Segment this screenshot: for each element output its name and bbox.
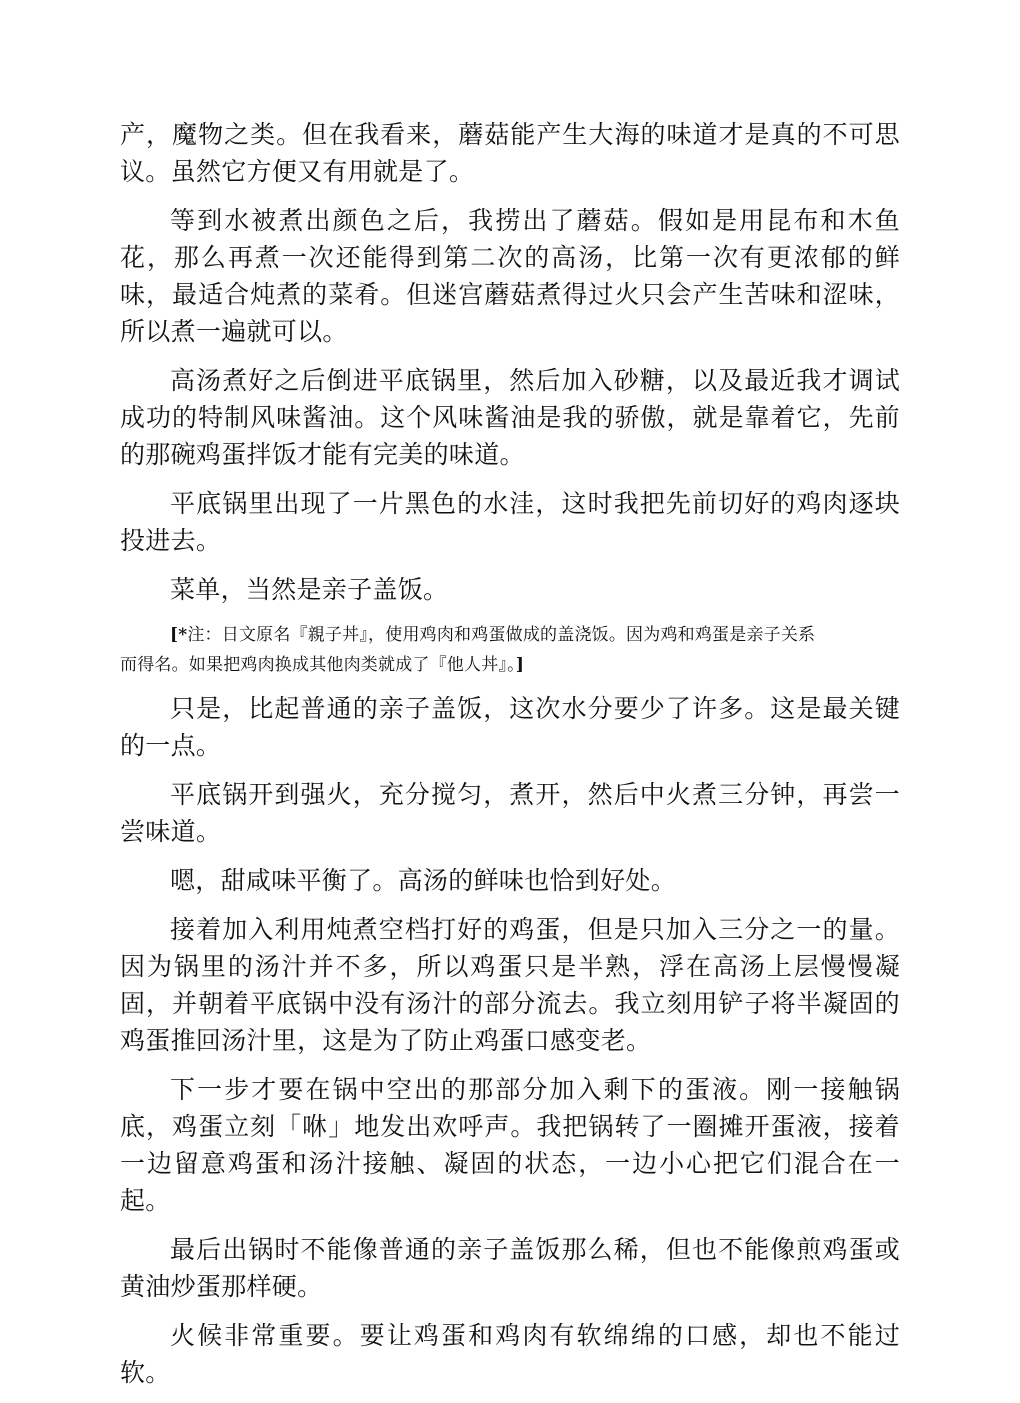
note-close-bracket: ] [515, 655, 525, 675]
paragraph: 火候非常重要。要让鸡蛋和鸡肉有软绵绵的口感，却也不能过软。 [120, 1321, 900, 1387]
note-text-line-2: 而得名。如果把鸡肉换成其他肉类就成了『他人丼』。 [120, 655, 516, 675]
translator-note [120, 620, 900, 680]
document-page [120, 116, 900, 1403]
paragraph: 产，魔物之类。但在我看来，蘑菇能产生大海的味道才是真的不可思议。虽然它方便又有用就是了。 [120, 120, 900, 186]
note-text-line-1: 注：日文原名『親子丼』，使用鸡肉和鸡蛋做成的盖浇饭。因为鸡和鸡蛋是亲子关系 [187, 625, 816, 645]
paragraph: 只是，比起普通的亲子盖饭，这次水分要少了许多。这是最关键的一点。 [120, 694, 900, 760]
paragraph: 最后出锅时不能像普通的亲子盖饭那么稀，但也不能像煎鸡蛋或黄油炒蛋那样硬。 [120, 1235, 900, 1301]
paragraph: 平底锅里出现了一片黑色的水洼，这时我把先前切好的鸡肉逐块投进去。 [120, 489, 900, 555]
paragraph: 菜单，当然是亲子盖饭。 [170, 575, 449, 604]
paragraph: 下一步才要在锅中空出的那部分加入剩下的蛋液。刚一接触锅底，鸡蛋立刻「咻」地发出欢呼声。我把锅转了一圈摊开蛋液，接着一边留意鸡蛋和汤汁接触、凝固的状态，一边小心把它们混合在一起。 [120, 1075, 900, 1215]
translator-note-line [120, 650, 900, 680]
translator-note-line [170, 620, 900, 650]
paragraph: 高汤煮好之后倒进平底锅里，然后加入砂糖，以及最近我才调试成功的特制风味酱油。这个风味酱油是我的骄傲，就是靠着它，先前的那碗鸡蛋拌饭才能有完美的味道。 [120, 366, 900, 469]
paragraph: 接着加入利用炖煮空档打好的鸡蛋，但是只加入三分之一的量。因为锅里的汤汁并不多，所以鸡蛋只是半熟，浮在高汤上层慢慢凝固，并朝着平底锅中没有汤汁的部分流去。我立刻用铲子将半凝固的鸡蛋推回汤汁里，这是为了防止鸡蛋口感变老。 [120, 915, 900, 1055]
paragraph: 嗯，甜咸味平衡了。高汤的鲜味也恰到好处。 [170, 866, 677, 895]
paragraph: 平底锅开到强火，充分搅匀，煮开，然后中火煮三分钟，再尝一尝味道。 [120, 780, 900, 846]
note-open-bracket: [* [170, 625, 188, 645]
paragraph: 等到水被煮出颜色之后，我捞出了蘑菇。假如是用昆布和木鱼花，那么再煮一次还能得到第二次的高汤，比第一次有更浓郁的鲜味，最适合炖煮的菜肴。但迷宫蘑菇煮得过火只会产生苦味和涩味，所以煮一遍就可以。 [120, 206, 900, 346]
